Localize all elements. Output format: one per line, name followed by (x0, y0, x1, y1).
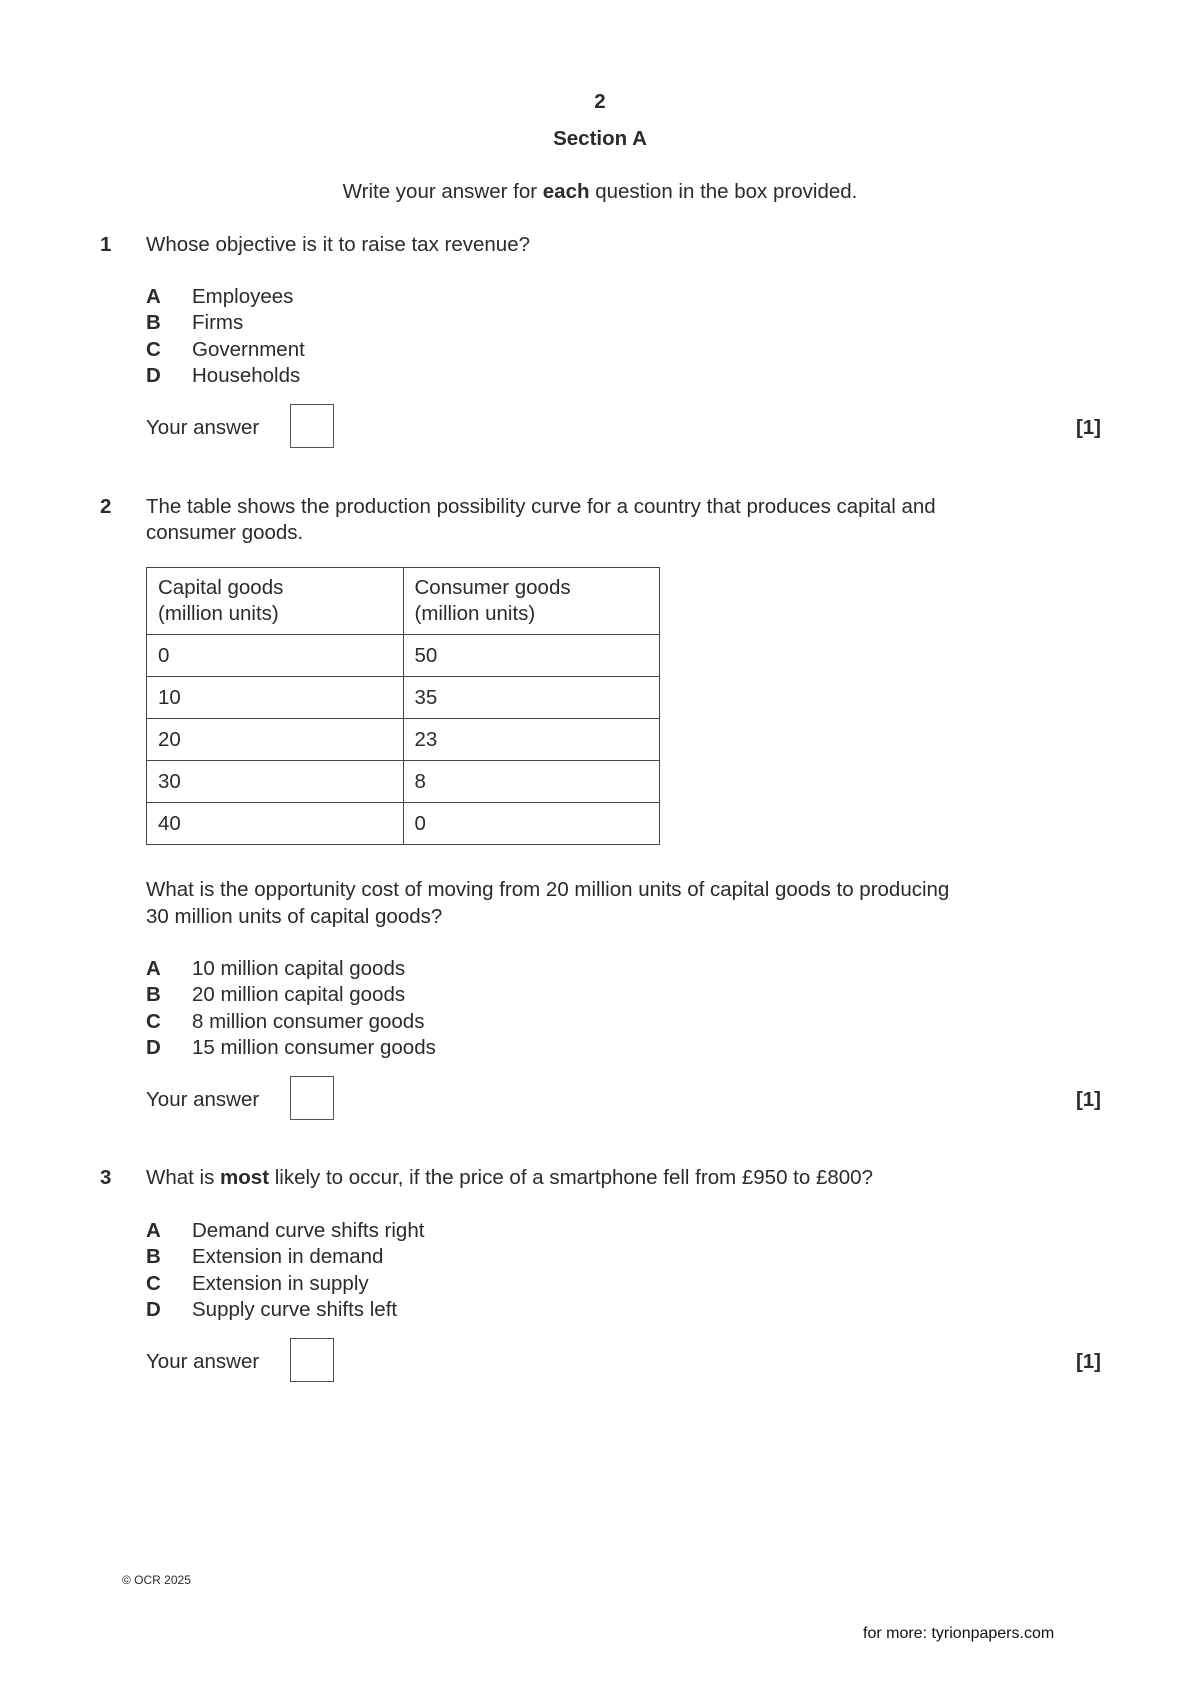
option-text: Firms (192, 311, 244, 334)
instruction (0, 179, 1191, 205)
instruction-post: question in the box provided. (589, 180, 858, 203)
option-letter: D (146, 1298, 161, 1321)
copyright: © OCR 2025 (122, 1573, 191, 1587)
table-header-row (147, 568, 660, 635)
option-letter: C (146, 1010, 161, 1033)
question-text-pre: What is (146, 1166, 221, 1189)
table-row (147, 719, 660, 761)
option-letter: A (146, 1219, 161, 1242)
table-cell: 30 (147, 761, 404, 803)
your-answer-label: Your answer (146, 416, 260, 439)
option-text: Employees (192, 285, 294, 308)
footer-link: for more: tyrionpapers.com (863, 1625, 1055, 1642)
question-text-line: The table shows the production possibility curve for a country that produces capital and (146, 495, 936, 518)
option-text: 20 million capital goods (192, 983, 406, 1006)
option-text: 15 million consumer goods (192, 1036, 436, 1059)
your-answer-label: Your answer (146, 1088, 260, 1111)
question-text: Whose objective is it to raise tax revenue? (146, 233, 530, 256)
instruction-pre: Write your answer for (342, 180, 543, 203)
table-cell: 0 (403, 803, 660, 845)
table-cell: 40 (147, 803, 404, 845)
table-cell: 35 (403, 677, 660, 719)
section-title: Section A (553, 127, 647, 150)
marks: [1] (1075, 1350, 1101, 1373)
option-text: Extension in supply (192, 1272, 369, 1295)
option-text: Households (192, 364, 301, 387)
question-text-line: consumer goods. (146, 521, 304, 544)
instruction-bold: each (542, 180, 590, 203)
marks: [1] (1075, 416, 1101, 439)
table-cell: 50 (403, 635, 660, 677)
option-text: 10 million capital goods (192, 957, 406, 980)
question-number: 1 (100, 233, 112, 256)
table-cell: 8 (403, 761, 660, 803)
page-number: 2 (594, 90, 606, 113)
question-text-post: likely to occur, if the price of a smartphone fell from £950 to £800? (269, 1166, 873, 1189)
table-cell: 0 (147, 635, 404, 677)
marks: [1] (1075, 1088, 1101, 1111)
question-text (146, 1165, 873, 1191)
option-letter: A (146, 285, 161, 308)
question-number: 3 (100, 1166, 112, 1189)
option-letter: C (146, 1272, 161, 1295)
option-letter: B (146, 1245, 161, 1268)
option-text: Government (192, 338, 305, 361)
option-letter: B (146, 311, 161, 334)
option-text: Demand curve shifts right (192, 1219, 425, 1242)
table-row (147, 677, 660, 719)
header-capital-goods: Capital goods (million units) (147, 568, 404, 635)
header-consumer-goods: Consumer goods (million units) (403, 568, 660, 635)
table-cell: 10 (147, 677, 404, 719)
question-number: 2 (100, 495, 112, 518)
option-letter: B (146, 983, 161, 1006)
table-cell: 20 (147, 719, 404, 761)
question-text-line: 30 million units of capital goods? (146, 905, 443, 928)
option-text: 8 million consumer goods (192, 1010, 425, 1033)
table-row (147, 761, 660, 803)
ppc-table (146, 567, 660, 845)
answer-box-q1[interactable] (290, 404, 334, 448)
option-letter: D (146, 364, 161, 387)
option-text: Supply curve shifts left (192, 1298, 398, 1321)
option-letter: D (146, 1036, 161, 1059)
answer-box-q2[interactable] (290, 1076, 334, 1120)
option-text: Extension in demand (192, 1245, 384, 1268)
answer-box-q3[interactable] (290, 1338, 334, 1382)
your-answer-label: Your answer (146, 1350, 260, 1373)
table-row (147, 635, 660, 677)
option-letter: A (146, 957, 161, 980)
table-row (147, 803, 660, 845)
question-text-bold: most (220, 1166, 270, 1189)
option-letter: C (146, 338, 161, 361)
question-text-line: What is the opportunity cost of moving from 20 million units of capital goods to producing (146, 878, 950, 901)
table-cell: 23 (403, 719, 660, 761)
